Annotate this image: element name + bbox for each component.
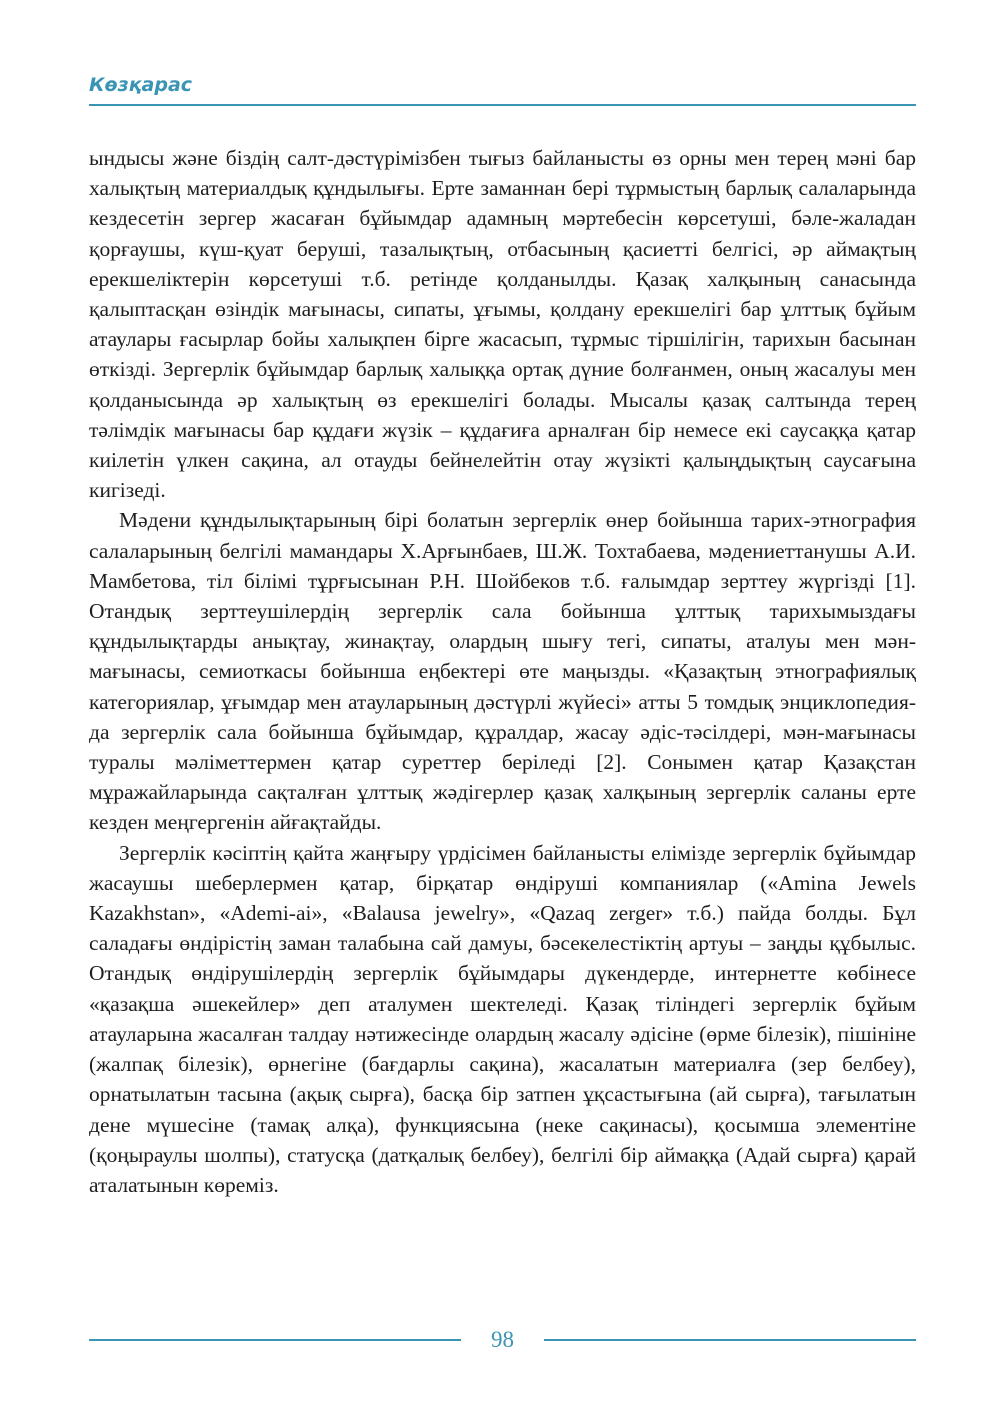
section-title: Көзқарас [89,74,193,96]
paragraph-1: ындысы және біздің салт-дәстүрімізбен тығыз байланысты өз орны мен терең мәні бар халықтың материалдық құндылығы. Ерте заманнан бері тұрмыстың барлық салаларында кездесетін зергер жасаған бұйымдар адамның мәртебесін көрсетуші, бәле-жаладан қорғаушы, күш-қуат беруші, тазалықтың, отбасының қасиетті белгісі, әр аймақтың ерекшеліктерін көрсетуші т.б. ретінде қолданылды. Қазақ халқының санасында қалыптасқан өзіндік мағынасы, сипаты, ұғымы, қолдану ерекшелігі бар ұлттық бұйым атаулары ғасырлар бойы халықпен бірге жасасып, тұрмыс тіршілігін, тарихын басынан өткізді. Зергерлік бұйымдар барлық халыққа ортақ дүние болғанмен, оның жасалуы мен қолданысында әр халықтың өз ерекшелігі болады. Мысалы қазақ салтында терең тәлімдік мағынасы бар құдағи жүзік – құдағиға арналған бір немесе екі саусаққа қатар киілетін үлкен сақина, ал отауды бейнелейтін отау жүзікті қалыңдықтың саусағына кигізеді. [89,146,916,503]
footer-divider-right [544,1339,916,1341]
page-footer [89,1325,916,1355]
header-divider [89,104,916,106]
footer-divider-left [89,1339,461,1341]
page-number: 98 [491,1327,514,1352]
running-header [89,72,916,106]
paragraph-2: Мәдени құндылықтарының бірі болатын зергерлік өнер бойынша тарих-этнография салаларының белгілі мамандары Х.Арғынбаев, Ш.Ж. Тохтабаева, мәдениеттанушы А.И. Мамбетова, тіл білімі тұрғысынан Р.Н. Шойбеков т.б. ғалымдар зерттеу жүргізді [1]. Отандық зерттеушілердің зергерлік сала бойынша ұлттық тарихымыздағы құндылықтарды анықтау, жинақтау, олардың шығу тегі, сипаты, аталуы мен мән-мағынасы, семиоткасы бойынша еңбектері өте маңызды. «Қазақтың этнографиялық категориялар, ұғымдар мен атауларының дәстүрлі жүйесі» атты 5 томдық энциклопедияда зергерлік сала бойынша бұйымдар, құралдар, жасау әдіс-тәсілдері, мән-мағынасы туралы мәліметтермен қатар суреттер беріледі [2]. Сонымен қатар Қазақстан мұражайларында сақталған ұлттық жәдігерлер қазақ халқының зергерлік саланы ерте кезден меңгергенін айғақтайды. [89,508,916,835]
body-text [89,143,916,1200]
paragraph-3: Зергерлік кәсіптің қайта жаңғыру үрдісімен байланысты елімізде зергерлік бұйымдар жасаушы шеберлермен қатар, бірқатар өндіруші компаниялар («Amina Jewels Kazakhstan», «Ademi-ai», «Balausa jewelry», «Qazaq zerger» т.б.) пайда болды. Бұл саладағы өндірістің заман талабына сай дамуы, бәсекелестіктің артуы – заңды құбылыс. Отандық өндірушілердің зергерлік бұйымдары дүкендерде, интернетте көбінесе «қазақша әшекейлер» деп аталумен шектеледі. Қазақ тіліндегі зергерлік бұйым атауларына жасалған талдау нәтижесінде олардың жасалу әдісіне (өрме білезік), пішініне (жалпақ білезік), өрнегіне (бағдарлы сақина), жасалатын материалға (зер белбеу), орнатылатын тасына (ақық сырға), басқа бір затпен ұқсастығына (ай сырға), тағылатын дене мүшесіне (тамақ алқа), функциясына (неке сақинасы), қосымша элементіне (қоңыраулы шолпы), статусқа (датқалық белбеу), белгілі бір аймаққа (Адай сырға) қарай аталатынын көреміз. [89,840,916,1197]
